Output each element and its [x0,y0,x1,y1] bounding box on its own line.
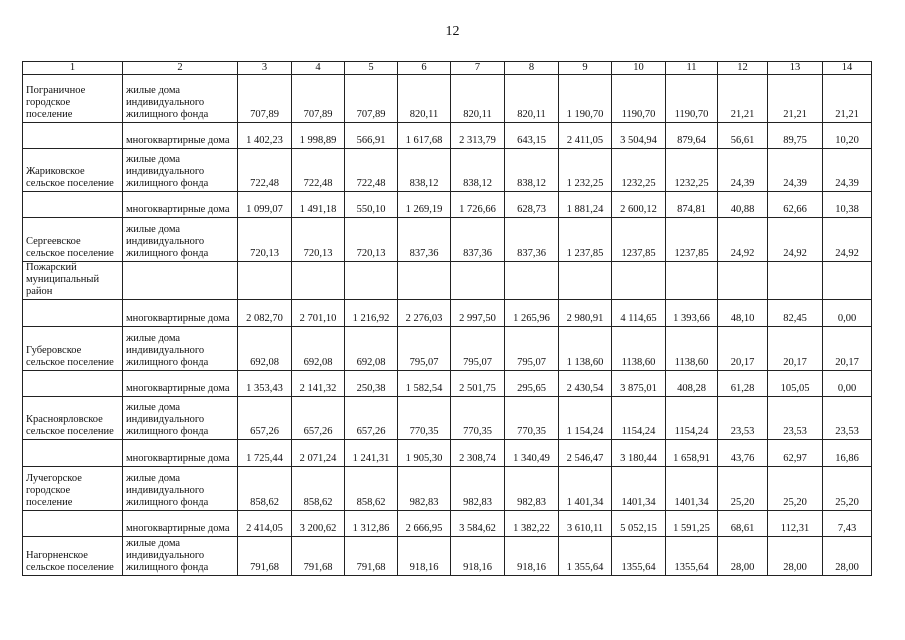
value-cell: 707,89 [345,75,398,123]
value-cell: 0,00 [823,371,872,397]
value-cell: 2 276,03 [398,300,451,327]
value-cell [768,262,823,300]
value-cell: 1 237,85 [559,218,612,262]
value-cell: 795,07 [398,327,451,371]
value-cell [559,262,612,300]
value-cell: 61,28 [718,371,768,397]
value-cell: 25,20 [768,467,823,511]
value-cell: 1 340,49 [505,440,559,467]
table-row [23,218,872,262]
column-header: 14 [823,62,872,75]
value-cell: 1138,60 [612,327,666,371]
value-cell: 2 082,70 [238,300,292,327]
value-cell: 720,13 [238,218,292,262]
value-cell: 0,00 [823,300,872,327]
value-cell: 1 905,30 [398,440,451,467]
column-header: 8 [505,62,559,75]
value-cell: 1190,70 [612,75,666,123]
value-cell: 24,39 [823,149,872,192]
value-cell: 566,91 [345,123,398,149]
value-cell: 20,17 [823,327,872,371]
table-row [23,327,872,371]
value-cell: 795,07 [505,327,559,371]
housing-type-cell: многоквартирные дома [123,192,238,218]
housing-type-cell: жилые дома индивидуального жилищного фонда [123,467,238,511]
value-cell: 3 504,94 [612,123,666,149]
table-row [23,537,872,576]
value-cell: 858,62 [292,467,345,511]
value-cell: 250,38 [345,371,398,397]
page-number: 12 [445,24,460,39]
value-cell: 1 582,54 [398,371,451,397]
value-cell: 1 154,24 [559,397,612,440]
value-cell: 838,12 [451,149,505,192]
municipality-cell: Пожарский муниципальный район [23,262,123,300]
value-cell [451,262,505,300]
value-cell: 1190,70 [666,75,718,123]
value-cell: 2 411,05 [559,123,612,149]
table-row [23,149,872,192]
value-cell: 1401,34 [612,467,666,511]
value-cell: 2 071,24 [292,440,345,467]
value-cell: 770,35 [398,397,451,440]
value-cell: 1237,85 [666,218,718,262]
value-cell: 2 501,75 [451,371,505,397]
value-cell: 1 241,31 [345,440,398,467]
value-cell: 820,11 [451,75,505,123]
value-cell: 858,62 [238,467,292,511]
table-row [23,262,872,300]
table-row [23,75,872,123]
value-cell: 657,26 [238,397,292,440]
value-cell: 3 610,11 [559,511,612,537]
table-row [23,192,872,218]
column-header: 2 [123,62,238,75]
value-cell: 791,68 [345,537,398,576]
value-cell: 770,35 [505,397,559,440]
housing-type-cell: многоквартирные дома [123,123,238,149]
value-cell: 25,20 [718,467,768,511]
value-cell: 2 414,05 [238,511,292,537]
value-cell: 1355,64 [666,537,718,576]
value-cell: 28,00 [768,537,823,576]
value-cell: 62,97 [768,440,823,467]
value-cell: 2 308,74 [451,440,505,467]
value-cell: 879,64 [666,123,718,149]
value-cell: 918,16 [451,537,505,576]
value-cell: 1154,24 [666,397,718,440]
value-cell: 10,38 [823,192,872,218]
housing-type-cell: многоквартирные дома [123,440,238,467]
value-cell: 838,12 [398,149,451,192]
value-cell: 82,45 [768,300,823,327]
value-cell: 24,39 [768,149,823,192]
value-cell: 1 269,19 [398,192,451,218]
table-row [23,300,872,327]
value-cell: 89,75 [768,123,823,149]
value-cell: 1 401,34 [559,467,612,511]
column-header: 7 [451,62,505,75]
value-cell: 10,20 [823,123,872,149]
municipality-cell [23,192,123,218]
value-cell: 28,00 [823,537,872,576]
table-row [23,467,872,511]
value-cell: 2 600,12 [612,192,666,218]
value-cell: 3 200,62 [292,511,345,537]
value-cell: 692,08 [238,327,292,371]
value-cell [238,262,292,300]
value-cell: 62,66 [768,192,823,218]
value-cell: 770,35 [451,397,505,440]
municipality-cell [23,511,123,537]
municipality-cell [23,371,123,397]
municipality-cell: Пограничное городское поселение [23,75,123,123]
value-cell: 1 881,24 [559,192,612,218]
value-cell: 28,00 [718,537,768,576]
housing-type-cell: жилые дома индивидуального жилищного фонда [123,218,238,262]
column-header: 10 [612,62,666,75]
value-cell: 3 180,44 [612,440,666,467]
housing-type-cell: жилые дома индивидуального жилищного фонда [123,327,238,371]
value-cell: 1232,25 [666,149,718,192]
value-cell: 1 998,89 [292,123,345,149]
value-cell: 2 701,10 [292,300,345,327]
value-cell: 1237,85 [612,218,666,262]
value-cell: 722,48 [238,149,292,192]
table-row [23,371,872,397]
housing-type-cell: жилые дома индивидуального жилищного фонда [123,149,238,192]
value-cell: 2 546,47 [559,440,612,467]
housing-type-cell: жилые дома индивидуального жилищного фонда [123,397,238,440]
value-cell: 918,16 [398,537,451,576]
value-cell: 43,76 [718,440,768,467]
value-cell: 21,21 [718,75,768,123]
value-cell: 1 232,25 [559,149,612,192]
value-cell: 1 190,70 [559,75,612,123]
value-cell: 982,83 [505,467,559,511]
value-cell: 408,28 [666,371,718,397]
value-cell: 707,89 [292,75,345,123]
column-header: 12 [718,62,768,75]
value-cell: 1 382,22 [505,511,559,537]
table-row [23,440,872,467]
value-cell: 25,20 [823,467,872,511]
value-cell: 1 312,86 [345,511,398,537]
value-cell: 21,21 [823,75,872,123]
value-cell: 295,65 [505,371,559,397]
value-cell: 20,17 [718,327,768,371]
value-cell: 1401,34 [666,467,718,511]
value-cell: 657,26 [292,397,345,440]
value-cell: 1 353,43 [238,371,292,397]
value-cell: 982,83 [451,467,505,511]
value-cell: 1355,64 [612,537,666,576]
column-header: 3 [238,62,292,75]
column-header: 4 [292,62,345,75]
value-cell: 791,68 [238,537,292,576]
value-cell: 24,92 [718,218,768,262]
value-cell: 1 393,66 [666,300,718,327]
column-header: 5 [345,62,398,75]
value-cell: 23,53 [823,397,872,440]
value-cell: 1 138,60 [559,327,612,371]
tariff-table [22,61,872,576]
value-cell: 820,11 [505,75,559,123]
housing-type-cell: многоквартирные дома [123,511,238,537]
municipality-cell: Нагорненское сельское поселение [23,537,123,576]
value-cell: 2 430,54 [559,371,612,397]
municipality-cell [23,440,123,467]
value-cell [292,262,345,300]
housing-type-cell [123,262,238,300]
value-cell: 720,13 [292,218,345,262]
value-cell: 837,36 [398,218,451,262]
municipality-cell [23,300,123,327]
value-cell: 1 617,68 [398,123,451,149]
value-cell: 16,86 [823,440,872,467]
value-cell: 23,53 [768,397,823,440]
column-header: 11 [666,62,718,75]
value-cell: 791,68 [292,537,345,576]
housing-type-cell: многоквартирные дома [123,371,238,397]
value-cell [398,262,451,300]
header-row [23,62,872,75]
municipality-cell: Губеровское сельское поселение [23,327,123,371]
value-cell: 692,08 [345,327,398,371]
value-cell: 48,10 [718,300,768,327]
value-cell: 112,31 [768,511,823,537]
value-cell: 1 265,96 [505,300,559,327]
value-cell: 5 052,15 [612,511,666,537]
value-cell [345,262,398,300]
municipality-cell [23,123,123,149]
value-cell [718,262,768,300]
value-cell: 68,61 [718,511,768,537]
housing-type-cell: жилые дома индивидуального жилищного фонда [123,75,238,123]
value-cell: 838,12 [505,149,559,192]
value-cell: 24,39 [718,149,768,192]
value-cell: 707,89 [238,75,292,123]
value-cell: 657,26 [345,397,398,440]
value-cell: 2 313,79 [451,123,505,149]
municipality-cell: Красноярловское сельское поселение [23,397,123,440]
value-cell: 2 980,91 [559,300,612,327]
value-cell [666,262,718,300]
value-cell [823,262,872,300]
value-cell: 2 997,50 [451,300,505,327]
value-cell [505,262,559,300]
value-cell: 4 114,65 [612,300,666,327]
value-cell: 722,48 [292,149,345,192]
value-cell: 1 726,66 [451,192,505,218]
municipality-cell: Сергеевское сельское поселение [23,218,123,262]
value-cell: 628,73 [505,192,559,218]
value-cell: 1 099,07 [238,192,292,218]
value-cell: 3 875,01 [612,371,666,397]
value-cell: 2 141,32 [292,371,345,397]
value-cell: 2 666,95 [398,511,451,537]
value-cell: 105,05 [768,371,823,397]
value-cell: 3 584,62 [451,511,505,537]
municipality-cell: Лучегорское городское поселение [23,467,123,511]
value-cell: 20,17 [768,327,823,371]
value-cell: 1 216,92 [345,300,398,327]
value-cell: 1 725,44 [238,440,292,467]
value-cell: 1154,24 [612,397,666,440]
value-cell: 720,13 [345,218,398,262]
value-cell: 1 658,91 [666,440,718,467]
value-cell: 7,43 [823,511,872,537]
value-cell: 918,16 [505,537,559,576]
value-cell: 550,10 [345,192,398,218]
value-cell: 692,08 [292,327,345,371]
value-cell: 858,62 [345,467,398,511]
column-header: 9 [559,62,612,75]
value-cell: 820,11 [398,75,451,123]
municipality-cell: Жариковское сельское поселение [23,149,123,192]
value-cell: 837,36 [451,218,505,262]
value-cell: 837,36 [505,218,559,262]
table-row [23,397,872,440]
column-header: 13 [768,62,823,75]
value-cell: 21,21 [768,75,823,123]
value-cell: 1232,25 [612,149,666,192]
housing-type-cell: жилые дома индивидуального жилищного фонда [123,537,238,576]
value-cell: 23,53 [718,397,768,440]
table-row [23,511,872,537]
value-cell: 1 491,18 [292,192,345,218]
column-header: 6 [398,62,451,75]
housing-type-cell: многоквартирные дома [123,300,238,327]
value-cell: 24,92 [823,218,872,262]
value-cell: 643,15 [505,123,559,149]
value-cell: 795,07 [451,327,505,371]
value-cell: 1 355,64 [559,537,612,576]
table-row [23,123,872,149]
value-cell: 40,88 [718,192,768,218]
value-cell: 56,61 [718,123,768,149]
value-cell: 722,48 [345,149,398,192]
column-header: 1 [23,62,123,75]
value-cell: 874,81 [666,192,718,218]
value-cell: 1 402,23 [238,123,292,149]
value-cell: 24,92 [768,218,823,262]
value-cell: 982,83 [398,467,451,511]
value-cell [612,262,666,300]
value-cell: 1138,60 [666,327,718,371]
value-cell: 1 591,25 [666,511,718,537]
